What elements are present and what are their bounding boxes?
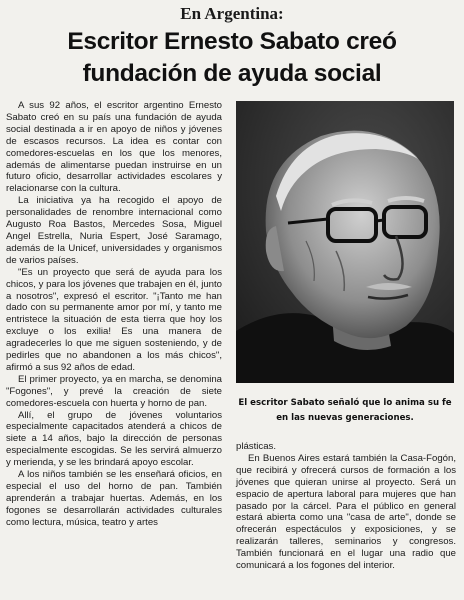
headline-line-1: Escritor Ernesto Sabato creó (67, 28, 397, 55)
portrait-illustration (236, 101, 454, 383)
left-column (6, 100, 222, 529)
paragraph: El primer proyecto, ya en marcha, se denomina "Fogones", y prevé la creación de siete comedores-escuela con huerta y horno de pan. (6, 373, 222, 409)
paragraph: A sus 92 años, el escritor argentino Ernesto Sabato creó en su país una fundación de ayuda social destinada a ir en apoyo de niños y jóvenes de escasos recursos. La idea es contar con comedores-escuelas en los que los menores, además de alimentarse puedan instruirse en un futuro oficio, desarrollar actividades escolares y relacionarse con la cultura. (6, 100, 222, 195)
paragraph-continuation: plásticas. (236, 441, 276, 452)
paragraph: A los niños también se les enseñará oficios, en especial el uso del horno de pan. También aprenderán a trabajar huertas. Además, en los fogones se desarrollarán actividades culturales como lectura, música, teatro y artes (6, 469, 222, 528)
paragraph: Allí, el grupo de jóvenes voluntarios especialmente capacitados atenderá a chicos de siete a 14 años, bajo la dirección de personas especialmente escogidas. Se les servirá almuerzo y merienda, y se les brindará apoyo escolar. (6, 409, 222, 469)
author-photo (236, 101, 454, 383)
paragraph: "Es un proyecto que será de ayuda para los chicos, y para los jóvenes que trabajen en él, junto a nosotros", expresó el escritor. "¡Tanto me han dado con su permanente amor por mí, y tanto me entristece la situación de esta tierra que hoy los excluye o los exilia! Es una manera de agradecerles lo que me siguen sosteniendo, y de pedirles que no abandonen a los más chicos", afirmó a sus 92 años de edad. (6, 266, 222, 373)
paragraph: La iniciativa ya ha recogido el apoyo de personalidades de renombre internacional como Augusto Roa Bastos, Mercedes Sosa, Miguel Angel Estrella, Nuria Espert, José Saramago, además de la Unicef, universidades y organismos de varios países. (6, 195, 222, 266)
kicker: En Argentina: (180, 4, 284, 23)
paragraph: En Buenos Aires estará también la Casa-Fogón, que recibirá y ofrecerá cursos de formación a los jóvenes que quieran unirse al proyecto. Será un espacio de apertura laboral para mujeres que han pasado por la cárcel. Para el público en general estará abierta como una "casa de arte", donde se ofrecerán espectáculos y exposiciones, y se realizarán talleres, seminarios y congresos. También funcionará en el lugar una radio que comunicará a los fogones del interior. (236, 452, 456, 572)
headline (0, 26, 464, 90)
headline-line-2: fundación de ayuda social (82, 60, 382, 87)
caption-line-2: en las nuevas generaciones. (276, 413, 414, 423)
right-column (236, 441, 456, 572)
caption-line-1: El escritor Sabato señaló que lo anima su fe (238, 398, 452, 408)
photo-caption (230, 396, 460, 426)
